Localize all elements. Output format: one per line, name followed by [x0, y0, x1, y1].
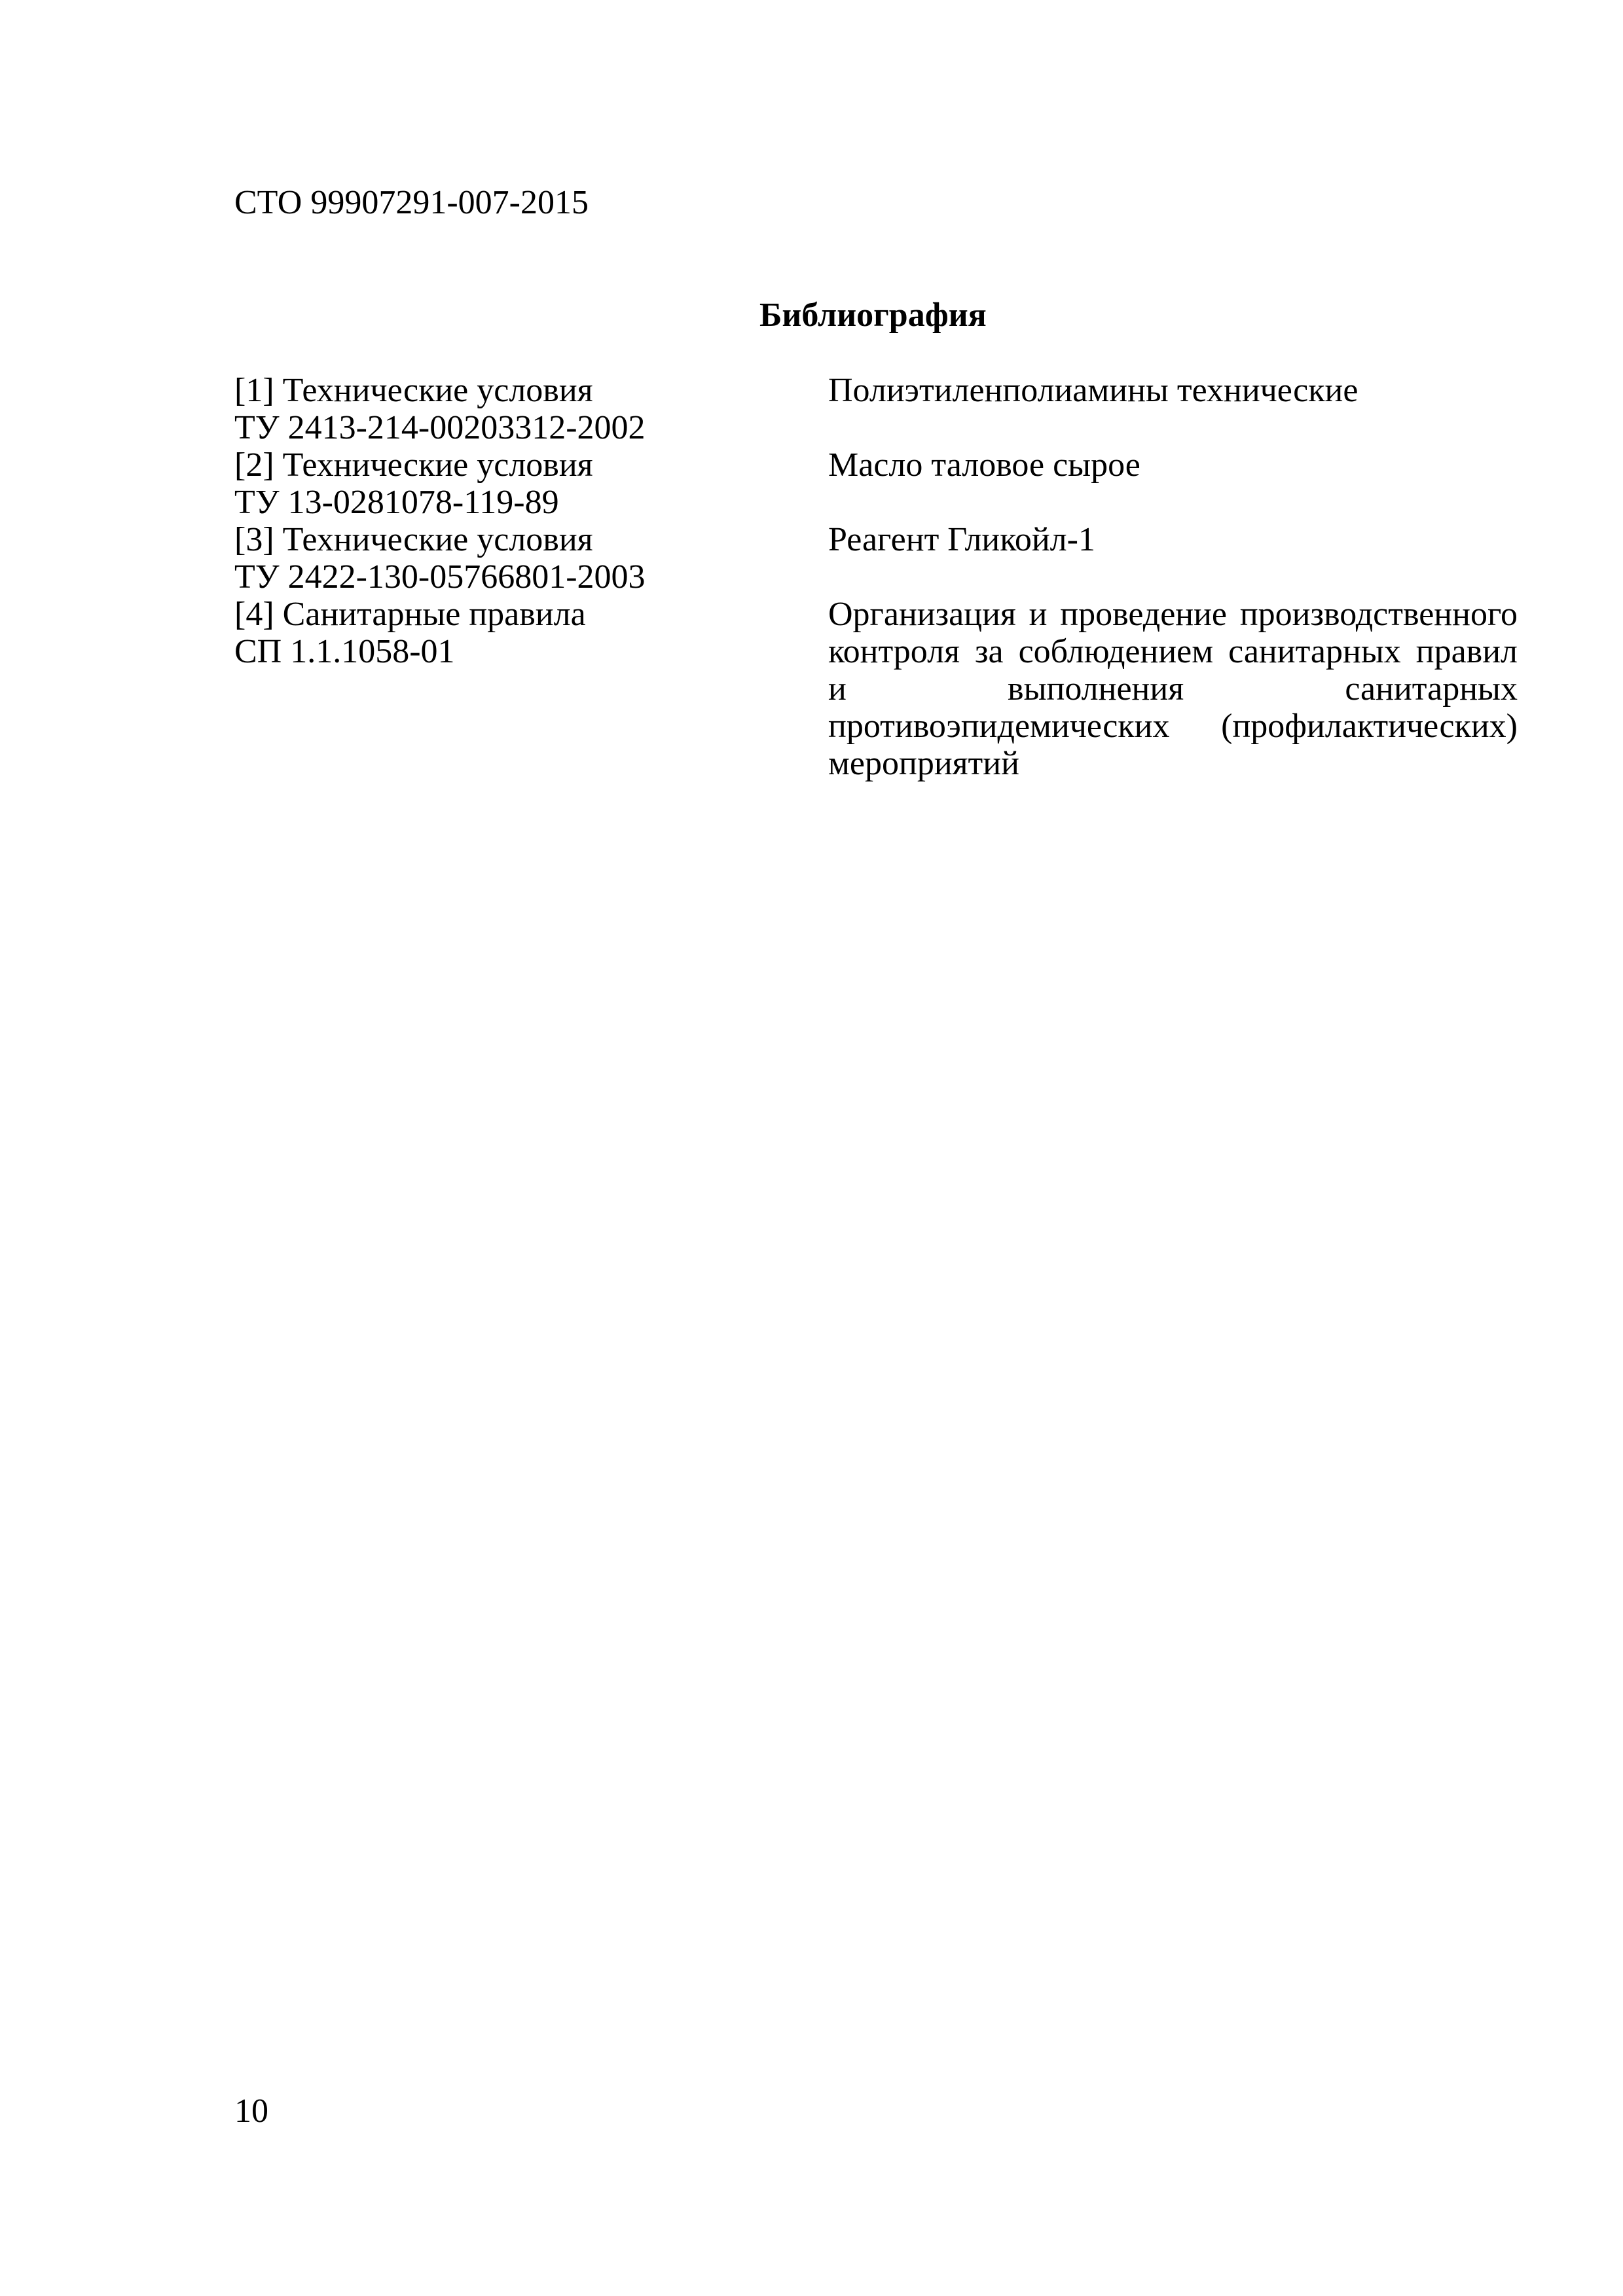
bibliography-description: Масло таловое сырое [828, 446, 1140, 484]
bibliography-entry-2 [234, 446, 1518, 521]
bibliography-entry-4 [234, 596, 1518, 782]
bibliography-description: Организация и проведение производственного контроля за соблюдением санитарных правил и выполнения санитарных противоэпидемических (профилактических) мероприятий [828, 596, 1518, 782]
reference-code: СП 1.1.1058-01 [234, 633, 455, 670]
reference-title: [3] Технические условия [234, 521, 593, 558]
reference-title: [2] Технические условия [234, 446, 593, 484]
bibliography-reference [234, 596, 830, 670]
bibliography-entry-3 [234, 521, 1518, 596]
page-number: 10 [234, 2092, 268, 2130]
document-code: СТО 99907291-007-2015 [234, 184, 589, 221]
reference-code: ТУ 2413-214-00203312-2002 [234, 409, 646, 446]
bibliography-list [234, 372, 1518, 782]
bibliography-entry-1 [234, 372, 1518, 446]
bibliography-reference [234, 446, 830, 521]
bibliography-description: Реагент Гликойл-1 [828, 521, 1095, 558]
reference-title: [1] Технические условия [234, 372, 593, 409]
reference-code: ТУ 13-0281078-119-89 [234, 484, 559, 521]
reference-code: ТУ 2422-130-05766801-2003 [234, 558, 646, 596]
bibliography-title: Библиография [759, 296, 987, 334]
bibliography-description: Полиэтиленполиамины технические [828, 372, 1359, 409]
reference-title: [4] Санитарные правила [234, 596, 586, 633]
bibliography-reference [234, 521, 830, 596]
bibliography-reference [234, 372, 830, 446]
